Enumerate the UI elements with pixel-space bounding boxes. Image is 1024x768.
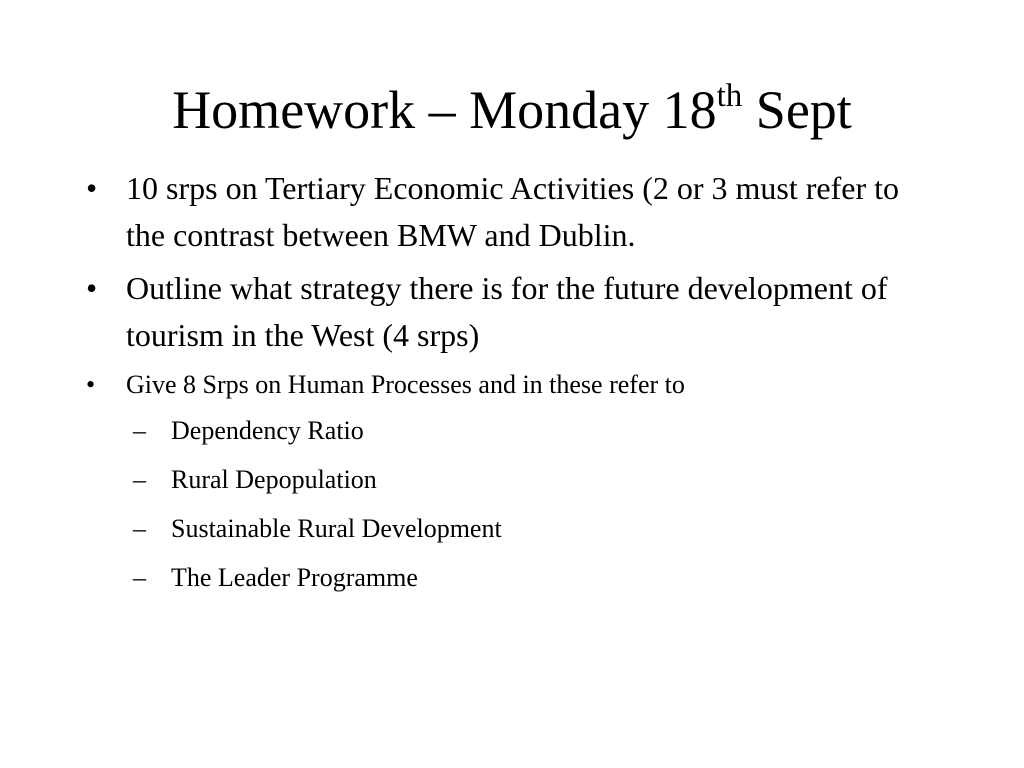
dash-marker: – [133,416,146,445]
dash-marker: – [133,563,146,592]
bullet-marker: • [86,270,98,306]
sub-bullet-text: Dependency Ratio [171,416,364,445]
sub-list-item [86,460,936,500]
bullet-text: Give 8 Srps on Human Processes and in these refer to [126,370,685,399]
sub-bullet-text: Sustainable Rural Development [171,514,502,543]
bullet-text: 10 srps on Tertiary Economic Activities (2 or 3 must refer to the contrast between BMW and Dublin. [126,170,899,253]
title-text: Homework – Monday 18 [172,80,717,140]
slide-title [0,76,1024,144]
bullet-marker: • [86,170,98,206]
sub-list-item [86,558,936,598]
bullet-marker: • [86,370,96,399]
sub-list-item [86,509,936,549]
title-text-end: Sept [742,80,852,140]
sub-list-item [86,411,936,451]
list-item [86,365,936,405]
bullet-text: Outline what strategy there is for the future development of tourism in the West (4 srps) [126,270,888,353]
list-item [86,265,936,359]
sub-bullet-text: The Leader Programme [171,563,418,592]
title-superscript: th [716,78,743,114]
dash-marker: – [133,514,146,543]
sub-bullet-text: Rural Depopulation [171,465,377,494]
list-item [86,165,936,259]
bullet-list [86,165,936,607]
dash-marker: – [133,465,146,494]
